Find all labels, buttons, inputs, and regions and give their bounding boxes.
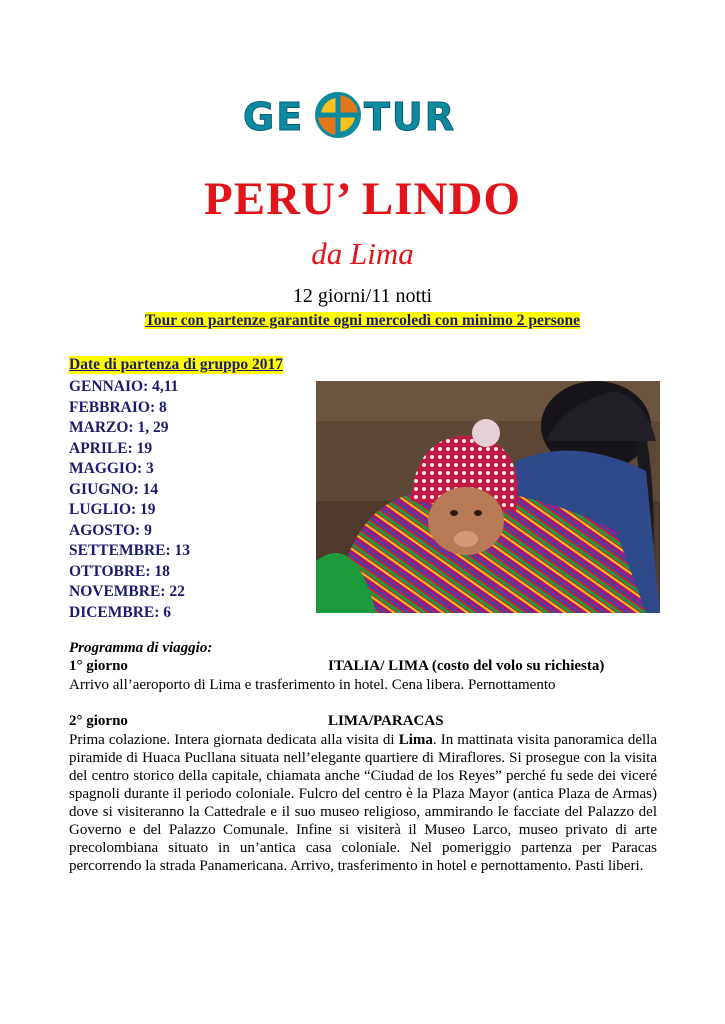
departure-months-list: [69, 377, 190, 623]
day2-text-after: . In mattinata visita panoramica della piramide di Huaca Pucllana situata nell’elegante quartiere di Miraflores. Si prosegue con la visita del centro storico della capitale, chiamata anche “Ciudad de los Reyes” perché fu sede dei viceré spagnoli durante il periodo coloniale. Fulcro del centro è la Plaza Mayor (antica Plaza de Armas) dove si visiteranno la Cattedrale e il suo museo religioso, ammirando le facciate del Palazzo del Governo e del Palazzo Comunale. Infine si visiterà il Museo Larco, museo privato di arte precolombiana situato in un’antica casa coloniale. Nel pomeriggio partenza per Paracas percorrendo la strada Panamericana. Arrivo, trasferimento in hotel e pernottamento. Pasti liberi.: [69, 732, 657, 874]
list-item: GENNAIO: 4,11: [69, 378, 179, 395]
list-item: DICEMBRE: 6: [69, 603, 172, 621]
list-item: LUGLIO: 19: [69, 501, 156, 518]
program-heading: Programma di viaggio:: [69, 640, 213, 656]
guarantee-text: Tour con partenze garantite ogni mercoledì con minimo 2 persone: [145, 312, 580, 329]
day2-route: LIMA/PARACAS: [328, 713, 444, 729]
tour-subtitle: da Lima: [311, 236, 414, 271]
list-item: OTTOBRE: 18: [69, 562, 170, 580]
list-item: AGOSTO: 9: [69, 521, 152, 539]
logo-text-left: GE: [243, 95, 305, 138]
list-item: GIUGNO: 14: [69, 480, 159, 498]
day2-text-bold: Lima: [398, 732, 433, 748]
day1-route: ITALIA/ LIMA (costo del volo su richiesta): [328, 658, 605, 674]
tour-title: PERU’ LINDO: [204, 173, 521, 225]
geotur-logo: [243, 92, 463, 138]
day2-description: [69, 731, 657, 875]
day1-number: 1° giorno: [69, 658, 128, 674]
list-item: FEBBRAIO: 8: [69, 398, 167, 416]
guarantee-banner: [0, 312, 725, 330]
list-item: APRILE: 19: [69, 439, 153, 457]
list-item: MARZO: 1, 29: [69, 419, 169, 436]
globe-icon: [318, 95, 358, 135]
list-item: NOVEMBRE: 22: [69, 583, 185, 600]
list-item: MAGGIO: 3: [69, 460, 154, 477]
logo-text-right: TUR: [364, 95, 457, 138]
day2-text-before: Prima colazione. Intera giornata dedicata alla visita di: [69, 732, 399, 748]
mother-baby-photo: [316, 381, 660, 613]
departures-heading: Date di partenza di gruppo 2017: [69, 356, 283, 373]
day2-number: 2° giorno: [69, 713, 128, 729]
tour-duration: 12 giorni/11 notti: [292, 285, 433, 307]
day1-description: Arrivo all’aeroporto di Lima e trasferimento in hotel. Cena libera. Pernottamento: [69, 677, 556, 693]
list-item: SETTEMBRE: 13: [69, 542, 191, 559]
